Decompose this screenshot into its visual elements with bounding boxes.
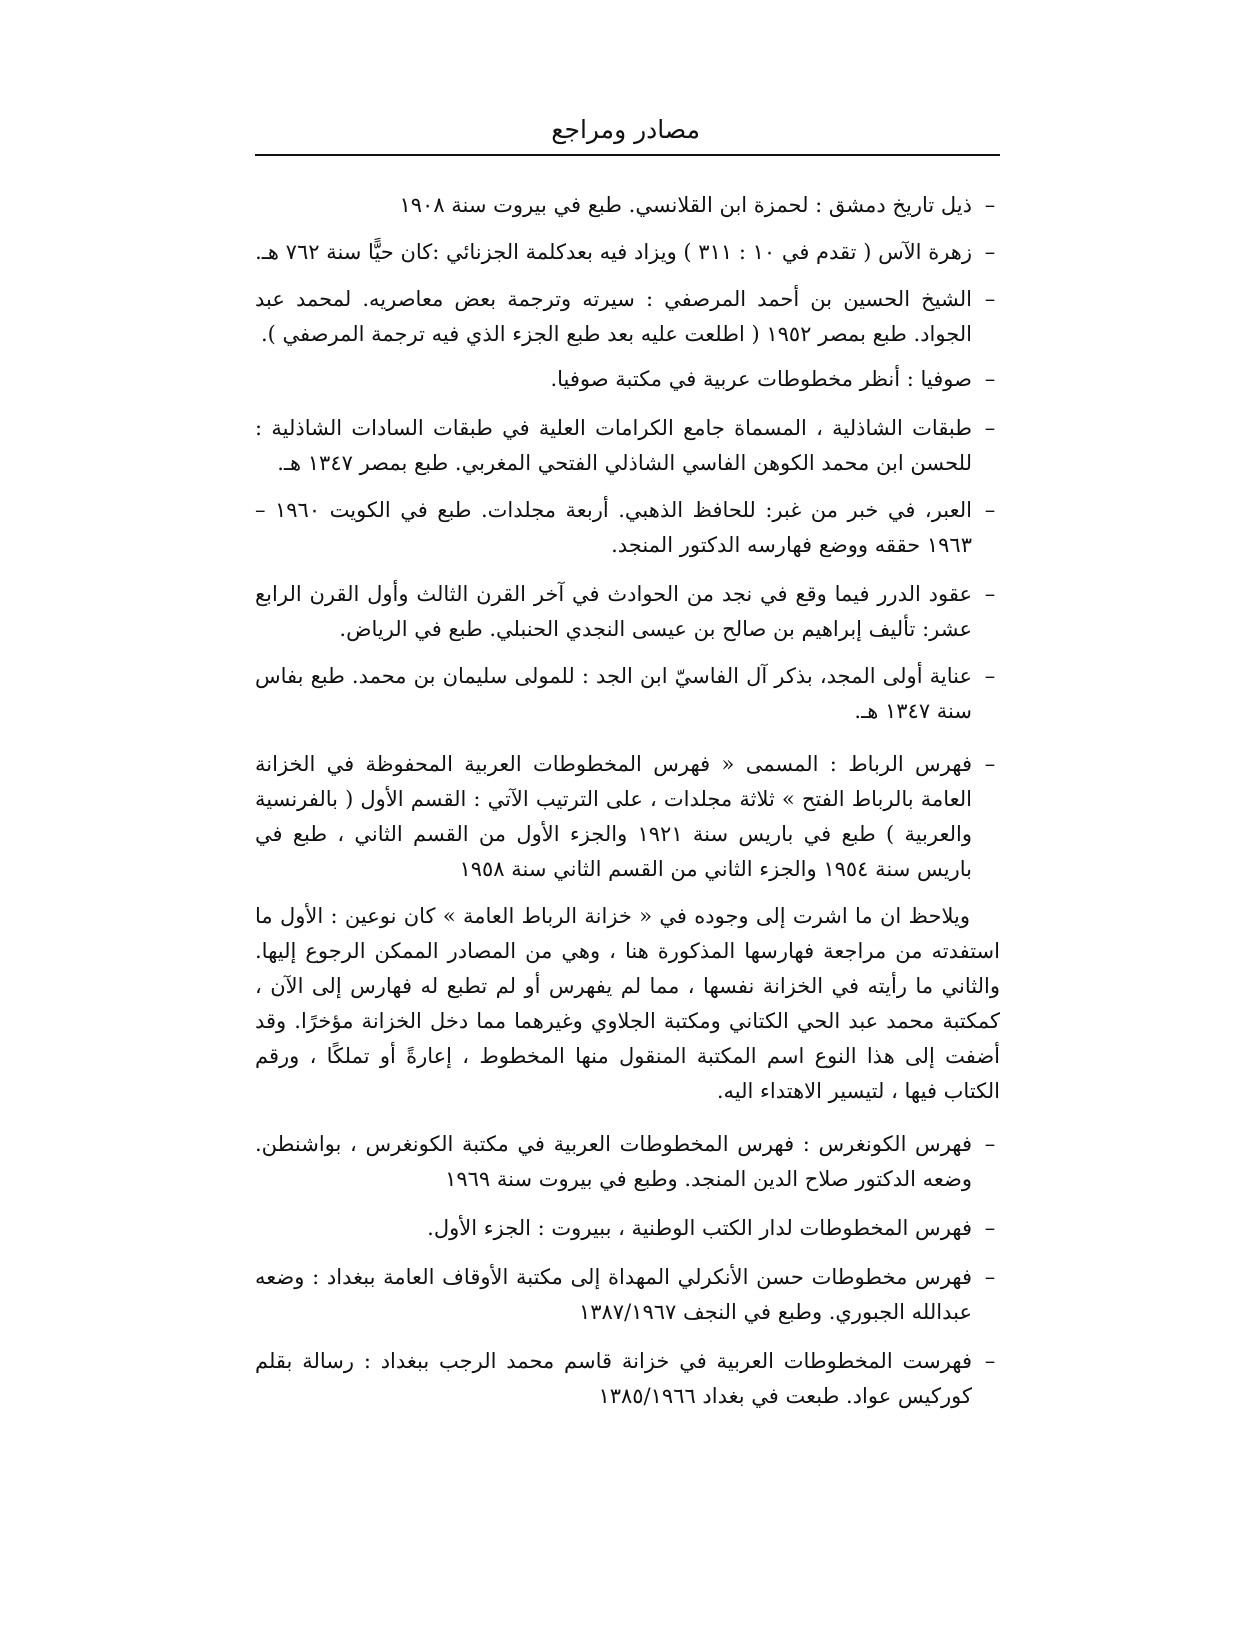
rabat-note-paragraph: ويلاحظ ان ما اشرت إلى وجوده في « خزانة الرباط العامة » كان نوعين : الأول ما استفدته من مراجعة فهارسها المذكورة هنا ، وهي من المصادر الممكن الرجوع إليها. والثاني ما رأيته في الخزانة نفسها ، مما لم يفهرس أو لم تطبع له فهارس إلى الآن ، كمكتبة محمد عبد الحي الكتاني ومكتبة الجلاوي وغيرهما مما دخل الخزانة مؤخرًا. وقد أضفت إلى هذا النوع اسم المكتبة المنقول منها المخطوط ، إعارةً أو تملكًا ، ورقم الكتاب فيها ، لتيسير الاهتداء اليه. xyxy=(255,904,1000,1103)
reference-entry xyxy=(255,747,1000,887)
reference-entry xyxy=(255,1127,1000,1197)
references-list xyxy=(255,188,1000,1414)
reference-entry xyxy=(255,659,1000,729)
entry-text: فهرس المخطوطات لدار الكتب الوطنية ، ببيروت : الجزء الأول. xyxy=(427,1216,972,1240)
entry-text: صوفيا : أنظر مخطوطات عربية في مكتبة صوفيا. xyxy=(550,367,972,391)
entry-dash: – xyxy=(984,752,996,776)
reference-entry xyxy=(255,411,1000,481)
entry-dash: – xyxy=(984,1216,996,1240)
entry-text: ذيل تاريخ دمشق : لحمزة ابن القلانسي. طبع في بيروت سنة ١٩٠٨ xyxy=(399,193,972,217)
reference-entry xyxy=(255,493,1000,563)
entry-dash: – xyxy=(984,582,996,606)
entry-dash: – xyxy=(984,664,996,688)
reference-entry xyxy=(255,1344,1000,1414)
entry-text: فهرست المخطوطات العربية في خزانة قاسم محمد الرجب ببغداد : رسالة بقلم كوركيس عواد. طبعت في بغداد ١٣٨٥/١٩٦٦ xyxy=(255,1349,972,1408)
header-rule xyxy=(255,154,1000,156)
entry-text: العبر، في خبر من غبر: للحافظ الذهبي. أربعة مجلدات. طبع في الكويت ١٩٦٠ – ١٩٦٣ حققه ووضع فهارسه الدكتور المنجد. xyxy=(255,498,972,557)
entry-dash: – xyxy=(984,1132,996,1156)
entry-text: فهرس الرباط : المسمى « فهرس المخطوطات العربية المحفوظة في الخزانة العامة بالرباط الفتح » ثلاثة مجلدات ، على الترتيب الآتي : القسم الأول ( بالفرنسية والعربية ) طبع في باريس سنة ١٩٢١ والجزء الأول من القسم الثاني ، طبع في باريس سنة ١٩٥٤ والجزء الثاني من القسم الثاني سنة ١٩٥٨ xyxy=(255,752,972,881)
entry-dash: – xyxy=(984,1265,996,1289)
entry-dash: – xyxy=(984,287,996,311)
entry-text: الشيخ الحسين بن أحمد المرصفي : سيرته وترجمة بعض معاصريه. لمحمد عبد الجواد. طبع بمصر ١٩٥٢ ( اطلعت عليه بعد طبع الجزء الذي فيه ترجمة المرصفي ). xyxy=(255,287,972,346)
entry-dash: – xyxy=(984,416,996,440)
running-header xyxy=(255,108,1000,156)
reference-entry xyxy=(255,188,1000,223)
reference-entry xyxy=(255,1211,1000,1246)
reference-entry xyxy=(255,235,1000,270)
entry-text: فهرس مخطوطات حسن الأنكرلي المهداة إلى مكتبة الأوقاف العامة ببغداد : وضعه عبدالله الجبوري. وطبع في النجف ١٣٨٧/١٩٦٧ xyxy=(255,1265,972,1324)
entry-text: عقود الدرر فيما وقع في نجد من الحوادث في آخر القرن الثالث وأول القرن الرابع عشر: تأليف إبراهيم بن صالح بن عيسى النجدي الحنبلي. طبع في الرياض. xyxy=(255,582,972,641)
reference-entry xyxy=(255,282,1000,352)
entry-dash: – xyxy=(984,240,996,264)
reference-entry xyxy=(255,1260,1000,1330)
page-header-title: مصادر ومراجع xyxy=(551,115,700,144)
entry-dash: – xyxy=(984,498,996,522)
reference-entry xyxy=(255,362,1000,397)
entry-text: فهرس الكونغرس : فهرس المخطوطات العربية في مكتبة الكونغرس ، بواشنطن. وضعه الدكتور صلاح الدين المنجد. وطبع في بيروت سنة ١٩٦٩ xyxy=(255,1132,972,1191)
entry-dash: – xyxy=(984,367,996,391)
entry-text: زهرة الآس ( تقدم في ١٠ : ٣١١ ) ويزاد فيه بعدكلمة الجزنائي :كان حيًّا سنة ٧٦٢ هـ. xyxy=(255,240,972,264)
entry-dash: – xyxy=(984,1349,996,1373)
entry-dash: – xyxy=(984,193,996,217)
entry-text: طبقات الشاذلية ، المسماة جامع الكرامات العلية في طبقات السادات الشاذلية : للحسن ابن محمد الكوهن الفاسي الشاذلي الفتحي المغربي. طبع بمصر ١٣٤٧ هـ. xyxy=(255,416,972,475)
reference-entry xyxy=(255,577,1000,647)
entry-text: عناية أولى المجد، بذكر آل الفاسيّ ابن الجد : للمولى سليمان بن محمد. طبع بفاس سنة ١٣٤٧ هـ. xyxy=(255,664,972,723)
